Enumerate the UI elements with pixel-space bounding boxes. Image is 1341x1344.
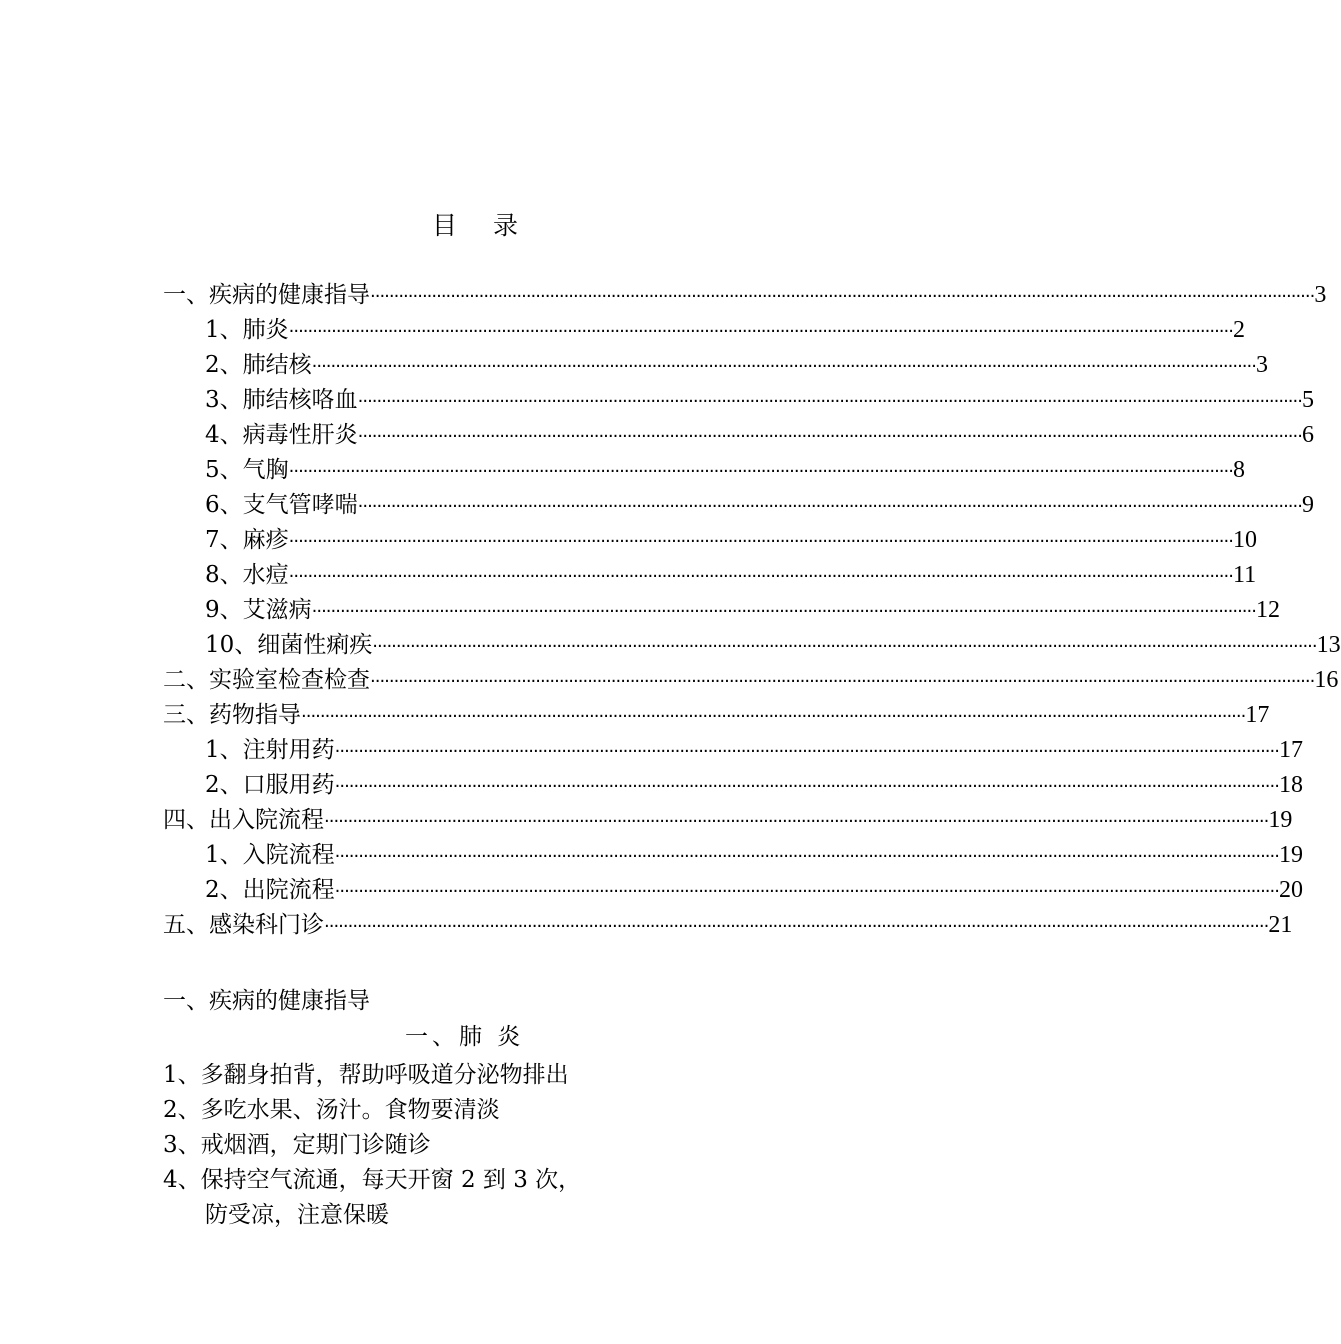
toc-leader-dots: ········································································································································································································	[357, 426, 1302, 447]
toc-entry[interactable]	[205, 840, 1303, 870]
toc-entry[interactable]	[205, 735, 1303, 765]
toc-entry[interactable]	[163, 665, 1339, 695]
toc-entry[interactable]	[163, 910, 1293, 940]
toc-entry-label: 1、注射用药	[205, 737, 335, 763]
toc-entry[interactable]	[205, 350, 1268, 380]
toc-entry-label: 7、麻疹	[205, 527, 289, 553]
toc-entry-page: 9	[1301, 492, 1314, 518]
toc-leader-dots: ········································································································································································································	[370, 286, 1315, 307]
toc-entry-label: 6、支气管哮喘	[205, 492, 358, 518]
toc-entry-page: 17	[1245, 702, 1270, 728]
toc-entry-label: 三、药物指导	[163, 702, 301, 728]
toc-entry-page: 11	[1232, 562, 1257, 588]
sub-heading: 一、肺 炎	[405, 1024, 525, 1050]
toc-entry-page: 13	[1316, 632, 1341, 658]
toc-entry[interactable]	[205, 385, 1314, 415]
toc-entry-page: 16	[1314, 667, 1339, 693]
toc-entry[interactable]	[163, 280, 1327, 310]
body-line-2: 2、多吃水果、汤汁。食物要清淡	[163, 1097, 500, 1123]
toc-entry-page: 12	[1255, 597, 1280, 623]
toc-entry-label: 1、入院流程	[205, 842, 335, 868]
toc-entry-page: 3	[1255, 352, 1268, 378]
toc-entry-label: 4、病毒性肝炎	[205, 422, 358, 448]
body-line-3: 3、戒烟酒，定期门诊随诊	[163, 1132, 431, 1158]
toc-entry-page: 19	[1278, 842, 1303, 868]
toc-entry-page: 8	[1232, 457, 1245, 483]
toc-entry-label: 2、出院流程	[205, 877, 335, 903]
toc-entry[interactable]	[205, 490, 1314, 520]
toc-leader-dots: ········································································································································································································	[301, 706, 1246, 727]
toc-entry[interactable]	[205, 420, 1314, 450]
toc-entry[interactable]	[205, 770, 1303, 800]
toc-entry-label: 10、细菌性痢疾	[205, 632, 373, 658]
toc-entry-page: 20	[1278, 877, 1303, 903]
toc-leader-dots: ········································································································································································································	[288, 531, 1233, 552]
toc-entry-page: 21	[1268, 912, 1293, 938]
toc-entry-label: 5、气胸	[205, 457, 289, 483]
toc-leader-dots: ········································································································································································································	[311, 356, 1256, 377]
toc-entry-page: 19	[1268, 807, 1293, 833]
toc-entry-page: 3	[1314, 282, 1327, 308]
toc-entry-page: 6	[1301, 422, 1314, 448]
toc-leader-dots: ········································································································································································································	[357, 391, 1302, 412]
toc-entry-page: 10	[1232, 527, 1257, 553]
toc-leader-dots: ········································································································································································································	[372, 636, 1317, 657]
toc-entry-label: 1、肺炎	[205, 317, 289, 343]
toc-entry-label: 2、肺结核	[205, 352, 312, 378]
toc-entry[interactable]	[205, 560, 1257, 590]
toc-entry-label: 五、感染科门诊	[163, 912, 324, 938]
toc-leader-dots: ········································································································································································································	[288, 566, 1233, 587]
toc-leader-dots: ········································································································································································································	[357, 496, 1302, 517]
toc-entry-page: 2	[1232, 317, 1245, 343]
toc-leader-dots: ········································································································································································································	[334, 776, 1279, 797]
toc-leader-dots: ········································································································································································································	[288, 461, 1233, 482]
toc-entry-page: 17	[1278, 737, 1303, 763]
toc-entry-label: 二、实验室检查检查	[163, 667, 370, 693]
toc-entry-label: 一、疾病的健康指导	[163, 282, 370, 308]
body-line-4: 4、保持空气流通，每天开窗 2 到 3 次，	[163, 1167, 582, 1193]
toc-entry[interactable]	[205, 455, 1245, 485]
section-heading: 一、疾病的健康指导	[163, 988, 370, 1014]
toc-entry-page: 18	[1278, 772, 1303, 798]
toc-leader-dots: ········································································································································································································	[311, 601, 1256, 622]
toc-entry-label: 四、出入院流程	[163, 807, 324, 833]
toc-entry[interactable]	[205, 525, 1257, 555]
toc-entry-label: 2、口服用药	[205, 772, 335, 798]
toc-entry[interactable]	[163, 805, 1293, 835]
toc-title: 目 录	[432, 211, 532, 240]
toc-leader-dots: ········································································································································································································	[288, 321, 1233, 342]
toc-leader-dots: ········································································································································································································	[324, 811, 1269, 832]
toc-entry-page: 5	[1301, 387, 1314, 413]
body-line-5: 防受凉，注意保暖	[205, 1202, 389, 1228]
toc-leader-dots: ········································································································································································································	[334, 846, 1279, 867]
toc-entry-label: 8、水痘	[205, 562, 289, 588]
toc-entry[interactable]	[205, 595, 1280, 625]
toc-entry[interactable]	[205, 630, 1341, 660]
toc-leader-dots: ········································································································································································································	[334, 741, 1279, 762]
toc-entry-label: 9、艾滋病	[205, 597, 312, 623]
toc-leader-dots: ········································································································································································································	[370, 671, 1315, 692]
toc-leader-dots: ········································································································································································································	[334, 881, 1279, 902]
toc-entry[interactable]	[205, 875, 1303, 905]
toc-entry-label: 3、肺结核咯血	[205, 387, 358, 413]
toc-entry[interactable]	[163, 700, 1270, 730]
toc-leader-dots: ········································································································································································································	[324, 916, 1269, 937]
body-line-1: 1、多翻身拍背，帮助呼吸道分泌物排出	[163, 1062, 569, 1088]
toc-entry[interactable]	[205, 315, 1245, 345]
